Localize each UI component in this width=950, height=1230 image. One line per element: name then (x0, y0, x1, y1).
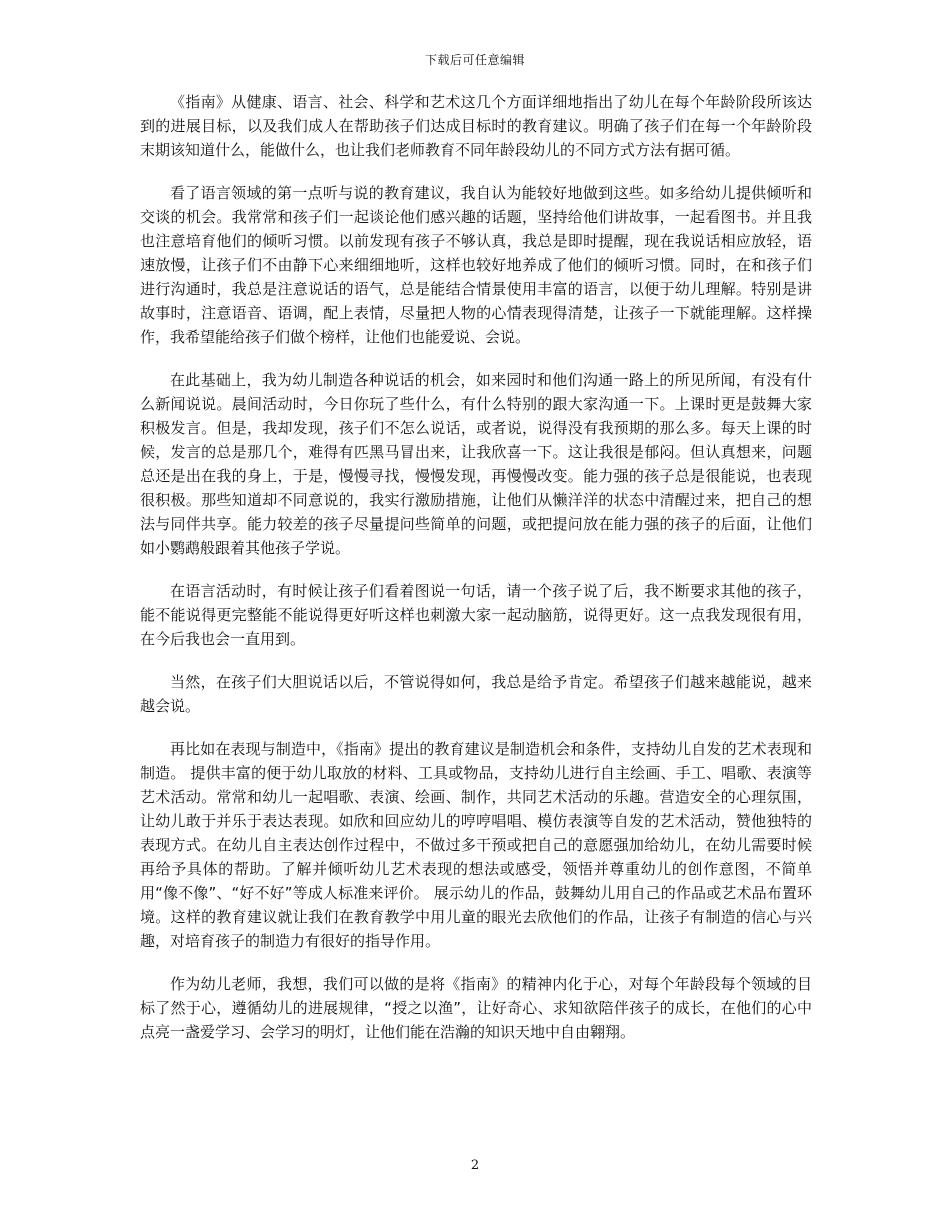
paragraph: 再比如在表现与制造中，《指南》提出的教育建议是制造机会和条件，支持幼儿自发的艺术表现和制造。 提供丰富的便于幼儿取放的材料、工具或物品，支持幼儿进行自主绘画、手工、唱歌、表演等艺术活动。常常和幼儿一起唱歌、表演、绘画、制作，共同艺术活动的乐趣。营造安全的心理氛围，让幼儿敢于并乐于表达表现。如欣和回应幼儿的哼哼唱唱、模仿表演等自发的艺术活动，赞他独特的表现方式。在幼儿自主表达创作过程中，不做过多干预或把自己的意愿强加给幼儿，在幼儿需要时候再给予具体的帮助。了解并倾听幼儿艺术表现的想法或感受，领悟并尊重幼儿的创作意图，不简单用“像不像”、“好不好”等成人标准来评价。 展示幼儿的作品，鼓舞幼儿用自己的作品或艺术品布置环境。这样的教育建议就让我们在教育教学中用儿童的眼光去欣他们的作品，让孩子有制造的信心与兴趣，对培育孩子的制造力有很好的指导作用。 (140, 740, 812, 950)
page-header: 下载后可任意编辑 (424, 53, 525, 67)
page-number: 2 (470, 1158, 480, 1173)
paragraph: 在语言活动时，有时候让孩子们看着图说一句话，请一个孩子说了后，我不断要求其他的孩子，能不能说得更完整能不能说得更好听这样也刺激大家一起动脑筋，说得更好。这一点我发现很有用，在今后我也会一直用到。 (140, 582, 812, 648)
paragraph: 看了语言领域的第一点听与说的教育建议，我自认为能较好地做到这些。如多给幼儿提供倾听和交谈的机会。我常常和孩子们一起谈论他们感兴趣的话题，坚持给他们讲故事，一起看图书。并且我也注意培育他们的倾听习惯。以前发现有孩子不够认真，我总是即时提醒，现在我说话相应放轻，语速放慢，让孩子们不由静下心来细细地听，这样也较好地养成了他们的倾听习惯。同时，在和孩子们进行沟通时，我总是注意说话的语气，总是能结合情景使用丰富的语言，以便于幼儿理解。特别是讲故事时，注意语音、语调，配上表情，尽量把人物的心情表现得清楚，让孩子一下就能理解。这样操作，我希望能给孩子们做个榜样，让他们也能爱说、会说。 (140, 184, 812, 346)
paragraph: 作为幼儿老师，我想，我们可以做的是将《指南》的精神内化于心，对每个年龄段每个领域的目标了然于心，遵循幼儿的进展规律，“授之以渔”，让好奇心、求知欲陪伴孩子的成长，在他们的心中点亮一盏爱学习、会学习的明灯，让他们能在浩瀚的知识天地中自由翱翔。 (140, 975, 812, 1041)
document-body (140, 90, 812, 1063)
paragraph: 《指南》从健康、语言、社会、科学和艺术这几个方面详细地指出了幼儿在每个年龄阶段所该达到的进展目标，以及我们成人在帮助孩子们达成目标时的教育建议。明确了孩子们在每一个年龄阶段末期该知道什么，能做什么，也让我们老师教育不同年龄段幼儿的不同方式方法有据可循。 (140, 93, 812, 159)
paragraph: 当然，在孩子们大胆说话以后，不管说得如何，我总是给予肯定。希望孩子们越来越能说，越来越会说。 (140, 673, 812, 715)
paragraph: 在此基础上，我为幼儿制造各种说话的机会，如来园时和他们沟通一路上的所见所闻，有没有什么新闻说说。晨间活动时，今日你玩了些什么，有什么特别的跟大家沟通一下。上课时更是鼓舞大家积极发言。但是，我却发现，孩子们不怎么说话，或者说，说得没有我预期的那么多。每天上课的时候，发言的总是那几个，难得有匹黑马冒出来，让我欣喜一下。这让我很是郁闷。但认真想来，问题总还是出在我的身上，于是，慢慢寻找，慢慢发现，再慢慢改变。能力强的孩子总是很能说，也表现很积极。那些知道却不同意说的，我实行激励措施，让他们从懒洋洋的状态中清醒过来，把自己的想法与同伴共享。能力较差的孩子尽量提问些简单的问题，或把提问放在能力强的孩子的后面，让他们如小鹦鹉般跟着其他孩子学说。 (140, 371, 812, 557)
